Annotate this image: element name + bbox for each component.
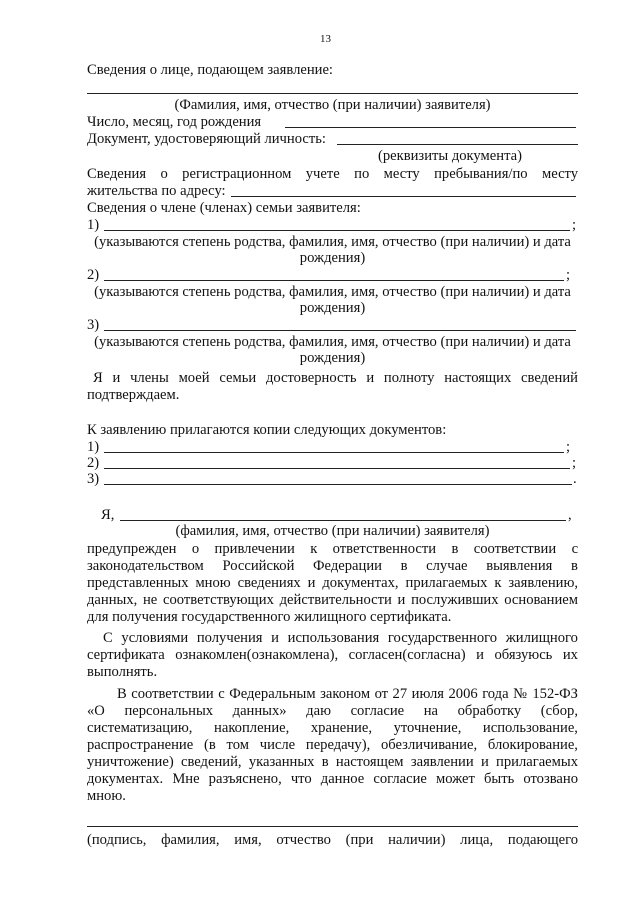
conditions-line-1: С условиями получения и использования государственного жилищного (103, 630, 578, 646)
family-item-2-num: 2) (87, 267, 100, 283)
signature-caption: (подпись, фамилия, имя, отчество (при наличии) лица, подающего (87, 832, 579, 848)
attachment-3-end: . (573, 471, 577, 487)
declaration-name-line (120, 520, 566, 521)
consent-line-5: уничтожение) сведений, указанных в настоящем заявлении и прилагаемых (87, 754, 579, 770)
family-item-1-caption-2: рождения) (299, 250, 366, 266)
declaration-line-3: представленных мною сведениях и документах, прилагаемых к заявлению, (87, 575, 579, 591)
declaration-ya: Я, (101, 507, 115, 523)
family-item-2-line (104, 280, 564, 281)
family-heading: Сведения о члене (членах) семьи заявителя: (87, 200, 361, 216)
consent-line-2: «О персональных данных» даю согласие на обработку (сбор, (87, 703, 578, 719)
birth-date-label: Число, месяц, год рождения (87, 114, 262, 130)
family-item-2-caption-1: (указываются степень родства, фамилия, имя, отчество (при наличии) и дата (94, 284, 571, 300)
family-item-1-num: 1) (87, 217, 100, 233)
family-item-1-end: ; (572, 217, 577, 233)
identity-document-caption: (реквизиты документа) (378, 148, 522, 164)
conditions-line-3: выполнять. (87, 664, 158, 680)
birth-date-line (285, 127, 576, 128)
attachment-3-line (104, 484, 572, 485)
attachment-2-end: ; (572, 455, 577, 471)
attachments-heading: К заявлению прилагаются копии следующих документов: (87, 422, 447, 438)
declaration-line-1: предупрежден о привлечении к ответственности в соответствии с (87, 541, 579, 557)
family-item-2-caption-2: рождения) (299, 300, 366, 316)
confirm-line-1: Я и члены моей семьи достоверность и полноту настоящих сведений (93, 370, 578, 386)
consent-line-4: распространение (в том числе передачу), обезличивание, блокирование, (87, 737, 578, 753)
registration-address-line (231, 196, 576, 197)
attachment-1-line (104, 452, 564, 453)
family-item-3-caption-2: рождения) (299, 350, 366, 366)
declaration-line-2: законодательством Российской Федерации в случае выявления в (87, 558, 578, 574)
attachment-1-num: 1) (87, 439, 100, 455)
family-item-3-line (104, 330, 576, 331)
applicant-heading: Сведения о лице, подающем заявление: (87, 62, 333, 78)
consent-line-3: систематизацию, накопление, хранение, уточнение, использование, (87, 720, 578, 736)
attachment-2-line (104, 468, 570, 469)
consent-line-1: В соответствии с Федеральным законом от 27 июля 2006 года № 152-ФЗ (117, 686, 578, 702)
family-item-3-caption-1: (указываются степень родства, фамилия, имя, отчество (при наличии) и дата (94, 334, 571, 350)
attachment-3-num: 3) (87, 471, 100, 487)
family-item-1-line (104, 230, 570, 231)
attachment-1-end: ; (566, 439, 571, 455)
declaration-name-caption: (фамилия, имя, отчество (при наличии) заявителя) (175, 523, 490, 539)
confirm-line-2: подтверждаем. (87, 387, 180, 403)
registration-line-1: Сведения о регистрационном учете по месту пребывания/по месту (87, 166, 579, 182)
applicant-name-caption: (Фамилия, имя, отчество (при наличии) заявителя) (174, 97, 491, 113)
consent-line-7: мною. (87, 788, 126, 804)
registration-line-2: жительства по адресу: (87, 183, 226, 199)
identity-document-label: Документ, удостоверяющий личность: (87, 131, 326, 147)
conditions-line-2: сертификата ознакомлен(ознакомлена), согласен(согласна) и обязуюсь их (87, 647, 578, 663)
declaration-line-4: данных, не соответствующих действительности и послуживших основанием (87, 592, 579, 608)
family-item-3-num: 3) (87, 317, 100, 333)
consent-line-6: документах. Мне разъяснено, что данное согласие может быть отозвано (87, 771, 578, 787)
family-item-1-caption-1: (указываются степень родства, фамилия, имя, отчество (при наличии) и дата (94, 234, 571, 250)
declaration-comma: , (568, 507, 572, 523)
applicant-name-line (87, 93, 578, 94)
signature-line (87, 826, 578, 827)
attachment-2-num: 2) (87, 455, 100, 471)
family-item-2-end: ; (566, 267, 571, 283)
declaration-line-5: для получения государственного жилищного сертификата. (87, 609, 452, 625)
page-number: 13 (320, 33, 331, 45)
identity-document-line (337, 144, 578, 145)
